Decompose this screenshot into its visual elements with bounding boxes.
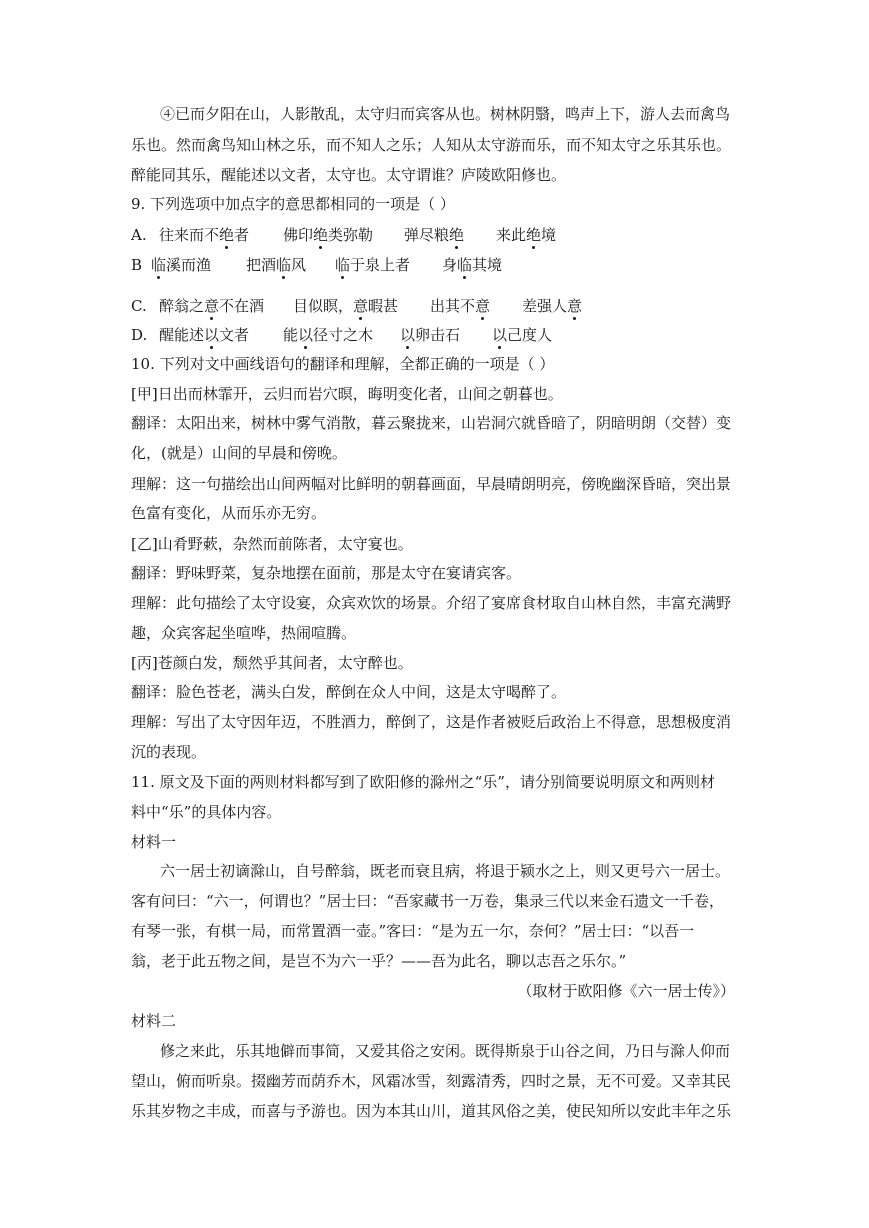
emphasis-char: 绝 bbox=[449, 226, 465, 244]
material-1-title: 材料一 bbox=[131, 833, 177, 851]
translation-bing: 翻译：脸色苍老，满头白发，醉倒在众人中间，这是太守喝醉了。 bbox=[131, 683, 567, 701]
option-item: 临于泉上者 bbox=[335, 256, 411, 274]
option-a bbox=[131, 225, 556, 245]
emphasis-char: 以 bbox=[492, 326, 508, 344]
material-2-line: 修之来此，乐其地僻而事简，又爱其俗之安闲。既得斯泉于山谷之间，乃日与滁人仰而 bbox=[160, 1042, 731, 1060]
option-label: C. bbox=[131, 297, 147, 315]
emphasis-char: 意 bbox=[567, 297, 583, 315]
option-item: 把酒临风 bbox=[246, 256, 307, 274]
emphasis-char: 绝 bbox=[526, 226, 542, 244]
option-c bbox=[131, 296, 582, 316]
option-item: 醒能述以文者 bbox=[159, 326, 250, 344]
option-item: 以己度人 bbox=[492, 326, 553, 344]
option-item: 差强人意 bbox=[522, 297, 583, 315]
translation-jia: 翻译：太阳出来，树林中雾气消散，暮云聚拢来，山岩洞穴就昏暗了，阴暗明朗（交替）变 bbox=[131, 414, 732, 432]
material-1-line: 客有问曰：“六一，何谓也？”居士曰：“吾家藏书一万卷，集录三代以来金石遗文一千卷， bbox=[131, 892, 725, 910]
emphasis-char: 以 bbox=[400, 326, 416, 344]
understanding-jia: 理解：这一句描绘出山间两幅对比鲜明的朝暮画面，早晨晴朗明亮，傍晚幽深昏暗，突出景 bbox=[131, 475, 732, 493]
material-2-line: 望山，俯而听泉。掇幽芳而荫乔木，风霜冰雪，刻露清秀，四时之景，无不可爱。又幸其民 bbox=[131, 1072, 732, 1090]
option-label: B bbox=[131, 256, 143, 274]
option-item: 临溪而渔 bbox=[151, 256, 212, 274]
sentence-yi: [乙]山肴野蔌，杂然而前陈者，太守宴也。 bbox=[131, 535, 413, 553]
material-1-line: 翁，老于此五物之间，是岂不为六一乎？——吾为此名，聊以志吾之乐尔。” bbox=[131, 952, 627, 970]
understanding-bing: 沉的表现。 bbox=[131, 743, 207, 761]
option-item: 出其不意 bbox=[430, 297, 491, 315]
option-b bbox=[131, 255, 502, 275]
emphasis-char: 临 bbox=[457, 256, 473, 274]
understanding-bing: 理解：写出了太守因年迈，不胜酒力，醉倒了，这是作者被贬后政治上不得意，思想极度消 bbox=[131, 713, 732, 731]
material-2-title: 材料二 bbox=[131, 1012, 177, 1030]
understanding-yi: 趣，众宾客起坐喧哗，热闹喧腾。 bbox=[131, 624, 357, 642]
emphasis-char: 以 bbox=[204, 326, 220, 344]
option-item: 佛印绝类弥勒 bbox=[283, 226, 374, 244]
translation-yi: 翻译：野味野菜，复杂地摆在面前，那是太守在宴请宾客。 bbox=[131, 564, 522, 582]
emphasis-char: 绝 bbox=[313, 226, 329, 244]
material-2-line: 乐其岁物之丰成，而喜与予游也。因为本其山川，道其风俗之美，使民知所以安此丰年之乐 bbox=[131, 1102, 732, 1120]
translation-jia: 化，(就是）山间的早晨和傍晚。 bbox=[131, 444, 347, 462]
emphasis-char: 意 bbox=[475, 297, 491, 315]
understanding-yi: 理解：此句描绘了太守设宴，众宾欢饮的场景。介绍了宴席食材取自山林自然，丰富充满野 bbox=[131, 594, 732, 612]
option-item: 以卵击石 bbox=[400, 326, 461, 344]
emphasis-char: 意 bbox=[204, 297, 220, 315]
option-item: 来此绝境 bbox=[496, 226, 557, 244]
passage-line: 醉能同其乐，醒能述以文者，太守也。太守谓谁？庐陵欧阳修也。 bbox=[131, 166, 567, 184]
sentence-jia: [甲]日出而林霏开，云归而岩穴暝，晦明变化者，山间之朝暮也。 bbox=[131, 385, 563, 403]
emphasis-char: 临 bbox=[276, 256, 292, 274]
material-1-source: （取材于欧阳修《六一居士传》） bbox=[517, 982, 735, 1000]
material-1-line: 有琴一张，有棋一局，而常置酒一壶。”客曰：“是为五一尔，奈何？”居士曰：“以吾一 bbox=[131, 922, 695, 940]
option-item: 醉翁之意不在酒 bbox=[159, 297, 265, 315]
question-10-stem: 10. 下列对文中画线语句的翻译和理解，全都正确的一项是（ ） bbox=[131, 355, 555, 373]
option-item: 身临其境 bbox=[442, 256, 503, 274]
emphasis-char: 临 bbox=[151, 256, 167, 274]
passage-line: 乐也。然而禽鸟知山林之乐，而不知人之乐；人知从太守游而乐，而不知太守之乐其乐也。 bbox=[131, 136, 732, 154]
question-11-stem: 料中“乐”的具体内容。 bbox=[131, 803, 282, 821]
option-item: 往来而不绝者 bbox=[159, 226, 250, 244]
option-label: D. bbox=[131, 326, 148, 344]
sentence-bing: [丙]苍颜白发，颓然乎其间者，太守醉也。 bbox=[131, 654, 413, 672]
material-1-line: 六一居士初谪滁山，自号醉翁，既老而衰且病，将退于颍水之上，则又更号六一居士。 bbox=[160, 862, 731, 880]
option-item: 弹尽粮绝 bbox=[404, 226, 465, 244]
emphasis-char: 绝 bbox=[219, 226, 235, 244]
option-label: A. bbox=[131, 226, 147, 244]
question-9-stem: 9. 下列选项中加点字的意思都相同的一项是（ ） bbox=[131, 195, 455, 213]
understanding-jia: 色富有变化，从而乐亦无穷。 bbox=[131, 504, 327, 522]
option-item: 能以径寸之木 bbox=[283, 326, 374, 344]
passage-line: ④已而夕阳在山，人影散乱，太守归而宾客从也。树林阴翳，鸣声上下，游人去而禽鸟 bbox=[160, 105, 731, 123]
question-11-stem: 11. 原文及下面的两则材料都写到了欧阳修的滁州之“乐”，请分别简要说明原文和两则材 bbox=[131, 773, 715, 791]
emphasis-char: 临 bbox=[335, 256, 351, 274]
emphasis-char: 以 bbox=[298, 326, 314, 344]
option-d bbox=[131, 325, 552, 345]
emphasis-char: 意 bbox=[353, 297, 369, 315]
option-item: 目似瞑，意暇甚 bbox=[293, 297, 399, 315]
